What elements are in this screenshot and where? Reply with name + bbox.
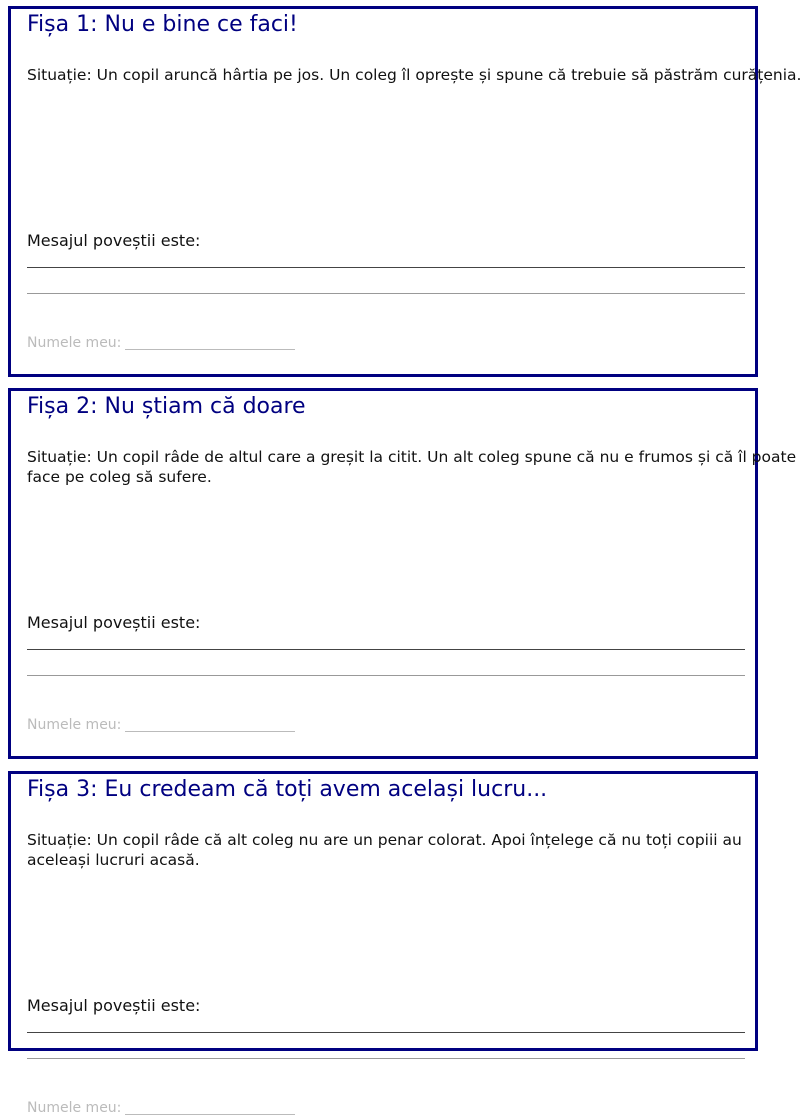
worksheet-card-2 — [8, 388, 797, 759]
name-blank-field[interactable] — [125, 335, 295, 350]
answer-line-2[interactable] — [27, 1058, 745, 1059]
name-row — [27, 1100, 295, 1116]
card-title: Fișa 1: Nu e bine ce faci! — [27, 12, 298, 37]
answer-line-1[interactable] — [27, 1032, 745, 1033]
answer-line-2[interactable] — [27, 675, 745, 676]
worksheet-card-3 — [8, 771, 758, 1116]
answer-line-1[interactable] — [27, 267, 745, 268]
message-label: Mesajul poveștii este: — [27, 231, 201, 250]
worksheet-card-1 — [8, 6, 802, 377]
situation-text: Situație: Un copil râde că alt coleg nu are un penar colorat. Apoi înțelege că nu toți copiii au aceleași lucruri acasă. — [27, 831, 742, 869]
situation-text: Situație: Un copil aruncă hârtia pe jos. Un coleg îl oprește și spune că trebuie să păstrăm curățenia. — [27, 66, 802, 84]
name-row — [27, 717, 295, 733]
message-label: Mesajul poveștii este: — [27, 996, 201, 1015]
message-label: Mesajul poveștii este: — [27, 613, 201, 632]
situation-text: Situație: Un copil râde de altul care a greșit la citit. Un alt coleg spune că nu e frumos și că îl poate face pe coleg să sufere. — [27, 448, 797, 486]
answer-line-2[interactable] — [27, 293, 745, 294]
name-label: Numele meu: — [27, 717, 122, 733]
answer-line-1[interactable] — [27, 649, 745, 650]
card-title: Fișa 3: Eu credeam că toți avem același lucru... — [27, 777, 548, 802]
name-blank-field[interactable] — [125, 717, 295, 732]
name-row — [27, 335, 295, 351]
name-label: Numele meu: — [27, 1100, 122, 1116]
card-title: Fișa 2: Nu știam că doare — [27, 394, 306, 419]
name-blank-field[interactable] — [125, 1100, 295, 1115]
name-label: Numele meu: — [27, 335, 122, 351]
